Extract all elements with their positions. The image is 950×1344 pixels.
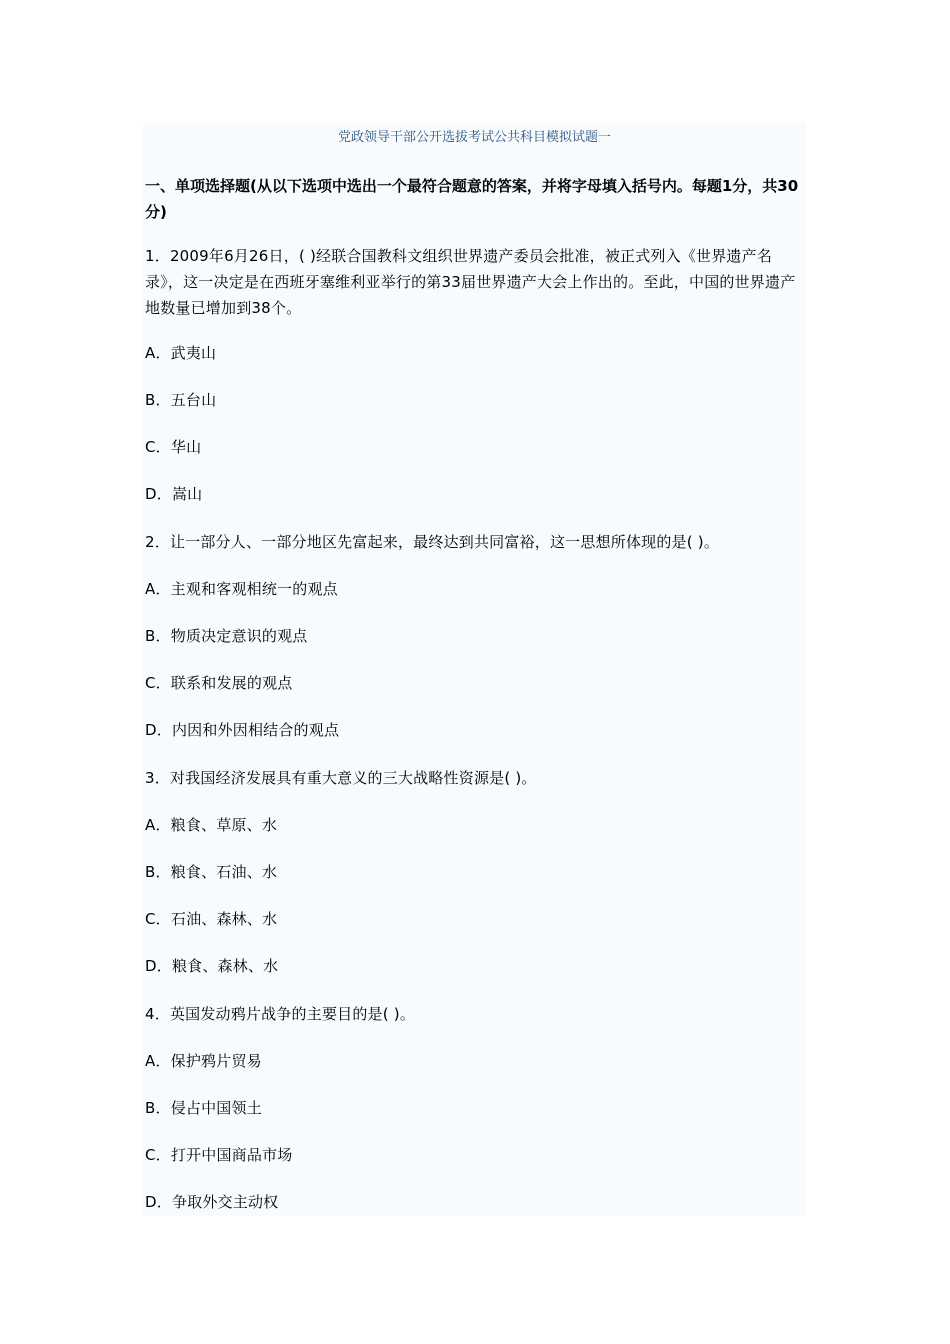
section-heading: 一、单项选择题(从以下选项中选出一个最符合题意的答案，并将字母填入括号内。每题1分，共30分)	[145, 177, 799, 221]
question-3-option-b: B．粮食、石油、水	[145, 863, 278, 881]
question-2-stem: 2．让一部分人、一部分地区先富起来，最终达到共同富裕，这一思想所体现的是( )。	[145, 533, 720, 551]
question-1-option-b: B．五台山	[145, 391, 217, 409]
question-2-option-c: C．联系和发展的观点	[145, 674, 293, 692]
question-3-option-a: A．粮食、草原、水	[145, 816, 278, 834]
document-title: 党政领导干部公开选拔考试公共科目模拟试题一	[337, 130, 611, 145]
question-4-stem: 4．英国发动鸦片战争的主要目的是( )。	[145, 1005, 416, 1023]
question-3-stem: 3．对我国经济发展具有重大意义的三大战略性资源是( )。	[145, 769, 537, 787]
question-2-option-a: A．主观和客观相统一的观点	[145, 580, 338, 598]
question-4-option-d: D．争取外交主动权	[145, 1193, 279, 1211]
question-2-option-d: D．内因和外因相结合的观点	[145, 721, 340, 739]
question-4-option-a: A．保护鸦片贸易	[145, 1052, 262, 1070]
question-1-option-a: A．武夷山	[145, 344, 217, 362]
question-1-option-d: D．嵩山	[145, 485, 203, 503]
question-2-option-b: B．物质决定意识的观点	[145, 627, 308, 645]
question-1-option-c: C．华山	[145, 438, 202, 456]
question-3-option-c: C．石油、森林、水	[145, 910, 278, 928]
question-3-option-d: D．粮食、森林、水	[145, 957, 279, 975]
question-4-option-b: B．侵占中国领土	[145, 1099, 262, 1117]
question-1-stem: 1．2009年6月26日，( )经联合国教科文组织世界遗产委员会批准，被正式列入《世界遗产名录》，这一决定是在西班牙塞维利亚举行的第33届世界遗产大会上作出的。至此，中国的世界遗产地数量已增加到38个。	[145, 247, 796, 317]
question-4-option-c: C．打开中国商品市场	[145, 1146, 293, 1164]
document-content	[143, 123, 806, 1216]
